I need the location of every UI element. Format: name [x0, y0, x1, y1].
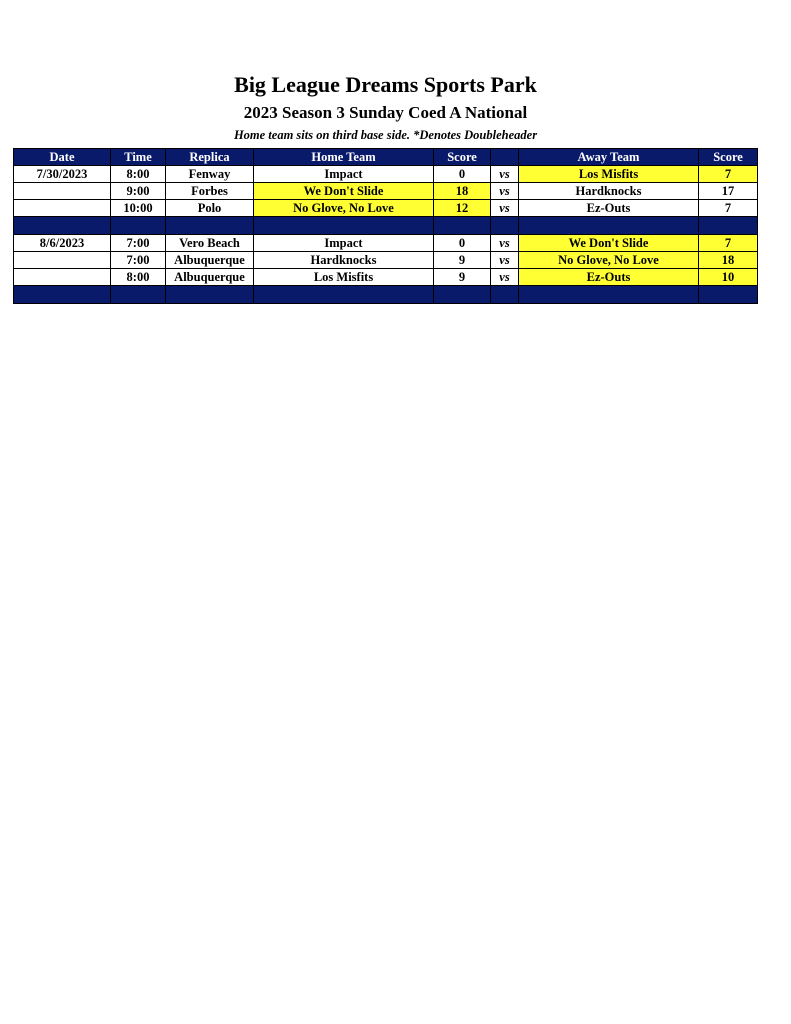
col-header-vs — [491, 149, 519, 166]
cell-time: 9:00 — [111, 183, 166, 200]
cell-away-score: 17 — [699, 183, 758, 200]
table-row — [14, 200, 758, 217]
cell-away-team: Hardknocks — [519, 183, 699, 200]
cell-time: 7:00 — [111, 235, 166, 252]
cell-vs: vs — [491, 269, 519, 286]
cell-home-score: 0 — [434, 235, 491, 252]
table-row — [14, 269, 758, 286]
col-header-time: Time — [111, 149, 166, 166]
col-header-home-score: Score — [434, 149, 491, 166]
cell-vs: vs — [491, 235, 519, 252]
cell-time: 8:00 — [111, 166, 166, 183]
week-separator-row — [14, 217, 758, 235]
cell-date — [14, 200, 111, 217]
cell-replica: Fenway — [166, 166, 254, 183]
cell-home-team: We Don't Slide — [254, 183, 434, 200]
cell-away-score: 7 — [699, 166, 758, 183]
cell-replica: Vero Beach — [166, 235, 254, 252]
cell-vs: vs — [491, 200, 519, 217]
cell-away-score: 7 — [699, 235, 758, 252]
cell-home-team: Hardknocks — [254, 252, 434, 269]
cell-vs: vs — [491, 252, 519, 269]
cell-vs: vs — [491, 183, 519, 200]
table-row — [14, 183, 758, 200]
cell-date: 8/6/2023 — [14, 235, 111, 252]
cell-home-team: Los Misfits — [254, 269, 434, 286]
cell-time: 10:00 — [111, 200, 166, 217]
table-row — [14, 252, 758, 269]
cell-home-team: Impact — [254, 166, 434, 183]
col-header-away-score: Score — [699, 149, 758, 166]
page-note: Home team sits on third base side. *Denotes Doubleheader — [233, 128, 538, 142]
cell-home-team: Impact — [254, 235, 434, 252]
table-header-row — [14, 149, 758, 166]
schedule-table — [13, 148, 758, 304]
cell-date — [14, 183, 111, 200]
cell-away-team: Ez-Outs — [519, 269, 699, 286]
cell-date — [14, 269, 111, 286]
cell-date — [14, 252, 111, 269]
cell-home-score: 9 — [434, 269, 491, 286]
cell-time: 7:00 — [111, 252, 166, 269]
cell-home-score: 12 — [434, 200, 491, 217]
col-header-away-team: Away Team — [519, 149, 699, 166]
col-header-replica: Replica — [166, 149, 254, 166]
cell-date: 7/30/2023 — [14, 166, 111, 183]
table-row — [14, 166, 758, 183]
cell-away-team: No Glove, No Love — [519, 252, 699, 269]
week-separator-row — [14, 286, 758, 304]
cell-replica: Albuquerque — [166, 252, 254, 269]
table-row — [14, 235, 758, 252]
cell-home-team: No Glove, No Love — [254, 200, 434, 217]
col-header-home-team: Home Team — [254, 149, 434, 166]
cell-away-score: 7 — [699, 200, 758, 217]
cell-home-score: 9 — [434, 252, 491, 269]
cell-vs: vs — [491, 166, 519, 183]
page-title: Big League Dreams Sports Park — [234, 72, 537, 97]
cell-away-score: 10 — [699, 269, 758, 286]
cell-away-team: Ez-Outs — [519, 200, 699, 217]
cell-replica: Polo — [166, 200, 254, 217]
page-subtitle: 2023 Season 3 Sunday Coed A National — [243, 103, 528, 122]
cell-home-score: 18 — [434, 183, 491, 200]
cell-replica: Forbes — [166, 183, 254, 200]
cell-replica: Albuquerque — [166, 269, 254, 286]
cell-time: 8:00 — [111, 269, 166, 286]
cell-home-score: 0 — [434, 166, 491, 183]
cell-away-score: 18 — [699, 252, 758, 269]
cell-away-team: Los Misfits — [519, 166, 699, 183]
col-header-date: Date — [14, 149, 111, 166]
cell-away-team: We Don't Slide — [519, 235, 699, 252]
